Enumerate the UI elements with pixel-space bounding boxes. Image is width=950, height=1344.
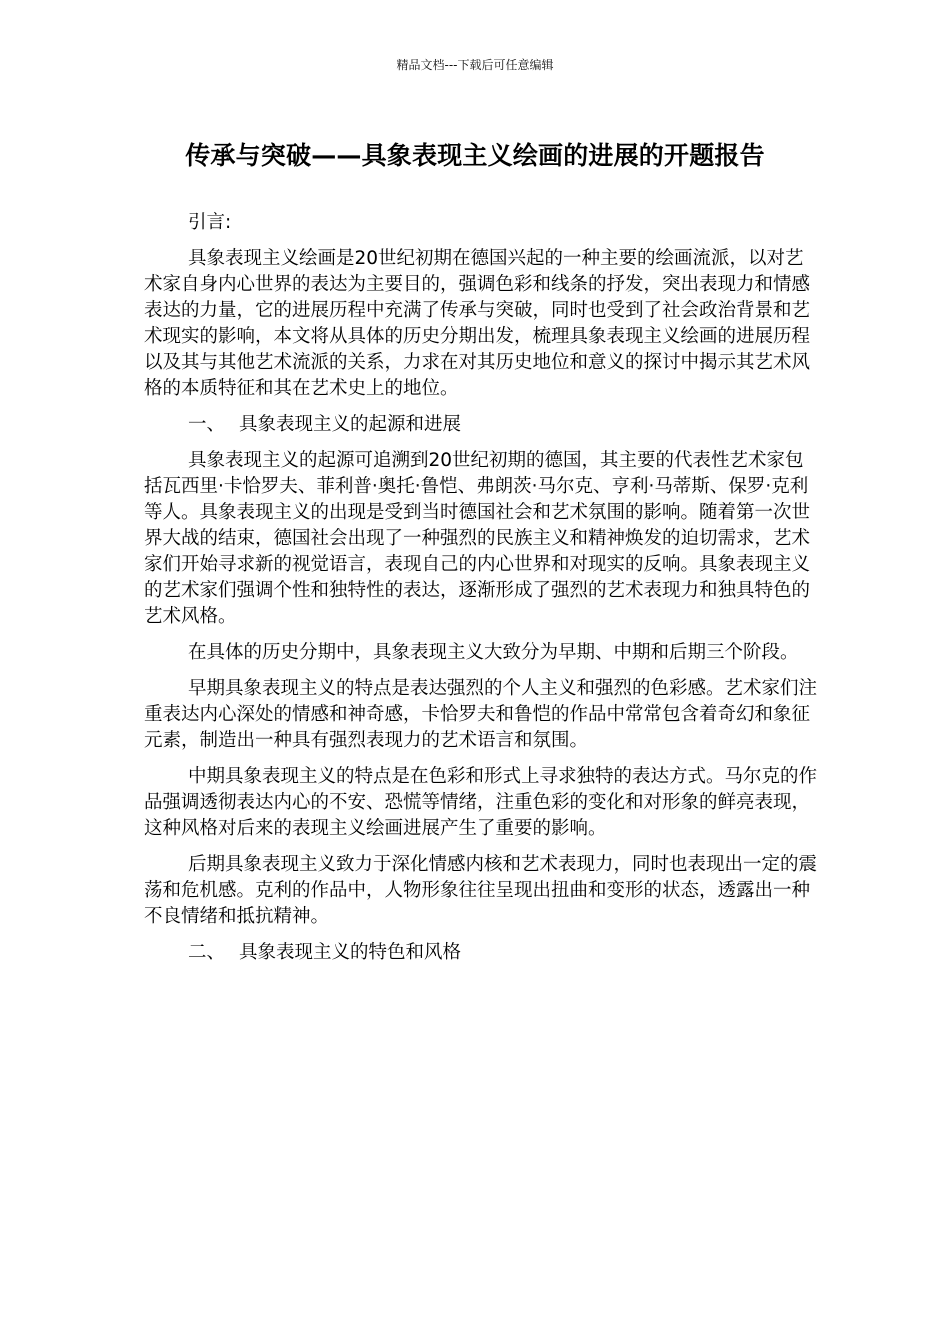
section-heading-2	[144, 940, 818, 966]
paragraph-intro: 具象表现主义绘画是20世纪初期在德国兴起的一种主要的绘画流派，以对艺术家自身内心世界的表达为主要目的，强调色彩和线条的抒发，突出表现力和情感表达的力量，它的进展历程中充满了传承与突破，同时也受到了社会政治背景和艺术现实的影响，本文将从具体的历史分期出发，梳理具象表现主义绘画的进展历程以及其与其他艺术流派的关系，力求在对其历史地位和意义的探讨中揭示其艺术风格的本质特征和其在艺术史上的地位。	[144, 248, 811, 399]
section-title: 具象表现主义的起源和进展	[239, 414, 462, 435]
section-heading-1	[144, 412, 818, 438]
section-number: 二、	[188, 942, 226, 963]
document-body	[144, 210, 818, 976]
document-title: 传承与突破——具象表现主义绘画的进展的开题报告	[185, 141, 765, 170]
paragraph-early: 早期具象表现主义的特点是表达强烈的个人主义和强烈的色彩感。艺术家们注重表达内心深处的情感和神奇感，卡恰罗夫和鲁恺的作品中常常包含着奇幻和象征元素，制造出一种具有强烈表现力的艺术语言和氛围。	[144, 678, 818, 751]
intro-label: 引言:	[188, 212, 232, 233]
section-title: 具象表现主义的特色和风格	[239, 942, 462, 963]
paragraph-origin: 具象表现主义的起源可追溯到20世纪初期的德国，其主要的代表性艺术家包括瓦西里·卡恰罗夫、菲利普·奥托·鲁恺、弗朗茨·马尔克、亨利·马蒂斯、保罗·克利等人。具象表现主义的出现是受到当时德国社会和艺术氛围的影响。随着第一次世界大战的结束，德国社会出现了一种强烈的民族主义和精神焕发的迫切需求，艺术家们开始寻求新的视觉语言，表现自己的内心世界和对现实的反响。具象表现主义的艺术家们强调个性和独特性的表达，逐渐形成了强烈的艺术表现力和独具特色的艺术风格。	[144, 450, 811, 627]
header-note: 精品文档---下载后可任意编辑	[396, 58, 554, 72]
paragraph-middle: 中期具象表现主义的特点是在色彩和形式上寻求独特的表达方式。马尔克的作品强调透彻表达内心的不安、恐慌等情绪，注重色彩的变化和对形象的鲜亮表现，这种风格对后来的表现主义绘画进展产生了重要的影响。	[144, 766, 818, 839]
paragraph-periods: 在具体的历史分期中，具象表现主义大致分为早期、中期和后期三个阶段。	[188, 642, 799, 663]
section-number: 一、	[188, 414, 226, 435]
paragraph-late: 后期具象表现主义致力于深化情感内核和艺术表现力，同时也表现出一定的震荡和危机感。克利的作品中，人物形象往往呈现出扭曲和变形的状态，透露出一种不良情绪和抵抗精神。	[144, 854, 818, 927]
